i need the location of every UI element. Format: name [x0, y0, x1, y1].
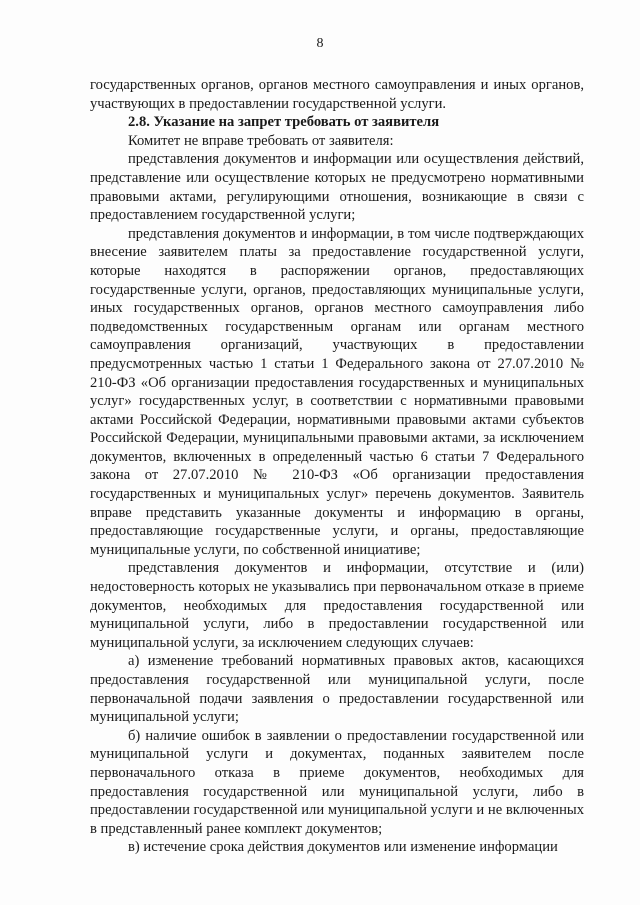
- paragraph-subitem-b: б) наличие ошибок в заявлении о предоставлении государственной или муниципальной услуги и документах, поданных заявителем после первоначального отказа в приеме документов, необходимых для предоставления государственной или муниципальной услуги, либо в предоставлении государственной или муниципальной услуги и не включенных в представленный ранее комплект документов;: [90, 727, 584, 837]
- document-body: [90, 76, 584, 857]
- paragraph-item: представления документов и информации, отсутствие и (или) недостоверность которых не указывались при первоначальном отказе в приеме документов, необходимых для предоставления государственной или муниципальной услуги, либо в предоставлении государственной или муниципальной услуги, за исключением следующих случаев:: [90, 560, 584, 651]
- paragraph-continuation: государственных органов, органов местного самоуправления и иных органов, участвующих в предоставлении государственной услуги.: [90, 77, 584, 112]
- paragraph-intro: Комитет не вправе требовать от заявителя:: [128, 132, 394, 149]
- paragraph-subitem-a: а) изменение требований нормативных правовых актов, касающихся предоставления государственной или муниципальной услуги, после первоначальной подачи заявления о предоставлении государственной или муниципальной услуги;: [90, 653, 584, 726]
- paragraph-subitem-v: в) истечение срока действия документов или изменение информации: [128, 839, 558, 856]
- paragraph-item: представления документов и информации или осуществления действий, представление или осуществление которых не предусмотрено нормативными правовыми актами, регулирующими отношения, возникающие в связи с предоставлением государственной услуги;: [90, 151, 584, 224]
- paragraph-item: представления документов и информации, в том числе подтверждающих внесение заявителем платы за предоставление государственной услуги, которые находятся в распоряжении органов, предоставляющих государственные услуги, органов, предоставляющих муниципальные услуги, иных государственных органов, органов местного самоуправления либо подведомственных государственным органам или органам местного самоуправления организаций, участвующих в предоставлении предусмотренных частью 1 статьи 1 Федерального закона от 27.07.2010 № 210-ФЗ «Об организации предоставления государственных и муниципальных услуг» государственных услуг, в соответствии с нормативными правовыми актами Российской Федерации, нормативными правовыми актами субъектов Российской Федерации, муниципальными правовыми актами, за исключением документов, включенных в определенный частью 6 статьи 7 Федерального закона от 27.07.2010 № 210-ФЗ «Об организации предоставления государственных и муниципальных услуг» перечень документов. Заявитель вправе представить указанные документы и информацию в органы, предоставляющие государственные услуги, и органы, предоставляющие муниципальные услуги, по собственной инициативе;: [90, 225, 584, 558]
- page-number: 8: [316, 36, 324, 51]
- section-heading: 2.8. Указание на запрет требовать от заявителя: [128, 114, 440, 131]
